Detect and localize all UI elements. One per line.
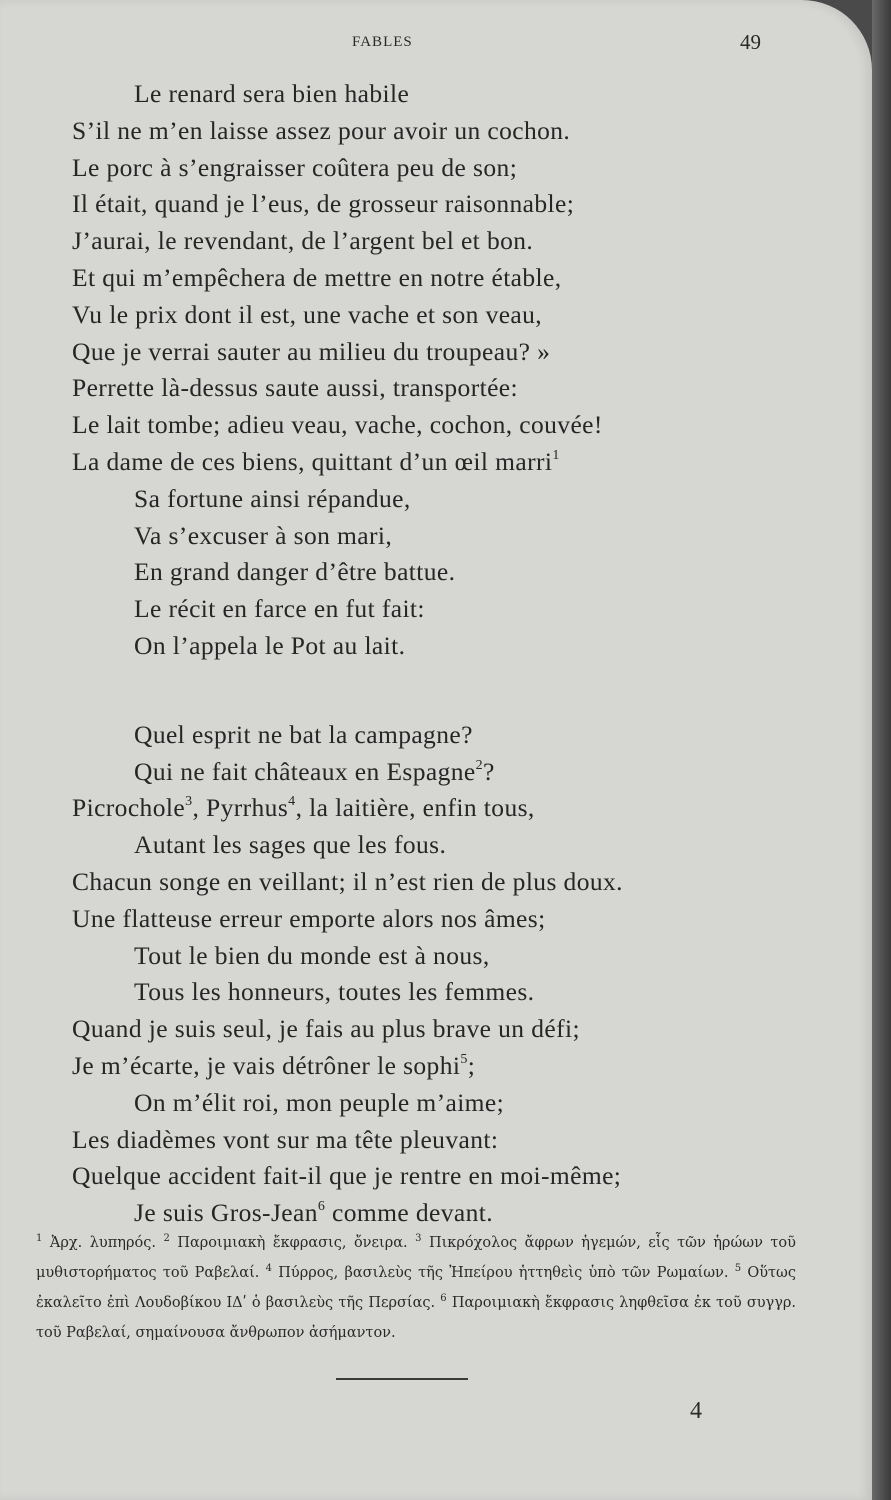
verse-text: Quelque accident fait-il que je rentre en moi-même; <box>72 1161 622 1191</box>
verse-line <box>0 1158 872 1195</box>
footnote <box>163 1235 415 1251</box>
verse-text: ? <box>483 756 495 786</box>
verse-text: Perrette là-dessus saute aussi, transportée: <box>72 373 519 403</box>
verse-text: Vu le prix dont il est, une vache et son veau, <box>72 299 543 329</box>
footnote-text: Παροιμιακὴ ἔκφρασις ληφθεῖσα ἐκ τοῦ συγγρ. τοῦ Ραβελαί, σημαίνουσα ἄνθρωπον ἀσήμαντον. <box>36 1295 796 1341</box>
footnote-ref: 1 <box>552 447 560 463</box>
verse-text: Que je verrai sauter au milieu du troupeau? » <box>72 336 551 366</box>
verse-line <box>0 1122 872 1159</box>
verse-text: On m’élit roi, mon peuple m’aime; <box>134 1087 505 1117</box>
footnote-ref: 2 <box>475 757 484 773</box>
verse-text: ; <box>467 1050 476 1080</box>
verse-text: Une flatteuse erreur emporte alors nos âmes; <box>72 903 546 933</box>
verse-line <box>0 754 872 791</box>
footnote-number: 6 <box>440 1293 447 1304</box>
footnote-ref: 6 <box>317 1199 326 1215</box>
verse-line <box>0 864 872 901</box>
footnote-text: Πικρόχολος ἄφρων ἡγεμών, εἷς τῶν ἡρώων τοῦ μυθιστορήματος τοῦ Ραβελαί. <box>36 1235 796 1281</box>
footnote-number: 5 <box>734 1263 742 1274</box>
footnote-rule <box>336 1378 468 1380</box>
verse-line <box>0 717 872 754</box>
verse-text: On l’appela le Pot au lait. <box>134 630 406 660</box>
footnote <box>36 1235 163 1251</box>
footnote-number: 1 <box>36 1233 43 1244</box>
verse-text: En grand danger d’être battue. <box>134 557 456 587</box>
footnote-ref: 3 <box>185 794 193 810</box>
footnote-number: 2 <box>163 1233 170 1244</box>
footnote-ref: 5 <box>460 1051 468 1067</box>
verse-text: Le récit en farce en fut fait: <box>134 594 425 624</box>
verse-text: Je suis Gros-Jean <box>134 1198 318 1228</box>
verse-line <box>0 76 872 113</box>
verse-text: Chacun songe en veillant; il n’est rien de plus doux. <box>72 866 623 896</box>
signature-mark: 4 <box>690 1398 702 1424</box>
verse-line <box>0 974 872 1011</box>
verse-line <box>0 334 872 371</box>
verse-line <box>0 591 872 628</box>
verse-line <box>0 518 872 555</box>
verse-line <box>0 444 872 481</box>
verse-text: Quand je suis seul, je fais au plus brave un défi; <box>72 1014 580 1044</box>
verse-text: Le lait tombe; adieu veau, vache, cochon, couvée! <box>72 410 603 440</box>
verse-line <box>0 938 872 975</box>
page-edge-shadow <box>872 0 891 1500</box>
verse-text: Le renard sera bien habile <box>134 79 410 108</box>
verse-text: , la laitière, enfin tous, <box>295 793 535 823</box>
verse-line <box>0 186 872 223</box>
verse-text: Tous les honneurs, toutes les femmes. <box>134 977 535 1007</box>
verse-line <box>0 1011 872 1048</box>
verse-text: Tout le bien du monde est à nous, <box>134 940 490 970</box>
verse-text: , Pyrrhus <box>192 793 289 823</box>
verse-text: Quel esprit ne bat la campagne? <box>134 719 473 749</box>
verse-line <box>0 827 872 864</box>
footnotes <box>36 1228 796 1348</box>
verse-line <box>0 554 872 591</box>
verse-text: Autant les sages que les fous. <box>134 830 447 860</box>
verse-line <box>0 223 872 260</box>
footnote <box>266 1265 735 1281</box>
footnote-number: 4 <box>265 1263 273 1274</box>
verse-text: Le porc à s’engraisser coûtera peu de son <box>72 152 510 182</box>
footnote-number: 3 <box>415 1233 422 1244</box>
verse-line <box>0 1085 872 1122</box>
verse-line <box>0 297 872 334</box>
verse-text: S’il ne m’en laisse assez pour avoir un cochon. <box>72 115 571 145</box>
verse-line <box>0 790 872 827</box>
verse-line <box>0 407 872 444</box>
verse-block <box>0 76 872 1232</box>
verse-line <box>0 260 872 297</box>
footnote-text: Ἀρχ. λυπηρός. <box>42 1235 164 1251</box>
verse-text: comme devant. <box>325 1198 494 1228</box>
footnote-text: Οὕτως ἐκαλεῖτο ἐπὶ Λουδοβίκου ΙΔʹ ὁ βασιλεὺς τῆς Περσίας. <box>36 1265 796 1311</box>
verse-line <box>0 628 872 665</box>
verse-text: Je m’écarte, je vais détrôner le sophi <box>72 1050 461 1080</box>
footnote-text: Παροιμιακὴ ἔκφρασις, ὄνειρα. <box>169 1235 416 1251</box>
stanza-break <box>0 665 872 717</box>
verse-line <box>0 1195 872 1232</box>
verse-text: Et qui m’empêchera de mettre en notre étable, <box>72 262 562 292</box>
verse-line <box>0 150 872 187</box>
page-number: 49 <box>740 30 761 54</box>
verse-text: Sa fortune ainsi répandue, <box>134 483 411 513</box>
verse-text: Va s’excuser à son mari, <box>134 520 393 550</box>
verse-line <box>0 370 872 407</box>
footnote-ref: 4 <box>288 794 296 810</box>
footnote-text: Πύρρος, βασιλεὺς τῆς Ἠπείρου ἡττηθεὶς ὑπὸ τῶν Ρωμαίων. <box>272 1265 735 1281</box>
verse-line <box>0 481 872 518</box>
verse-line <box>0 901 872 938</box>
running-head: FABLES <box>352 34 413 50</box>
verse-text: Qui ne fait châteaux en Espagne <box>134 756 476 786</box>
verse-text: La dame de ces biens, quittant d’un œil marri <box>72 446 553 476</box>
verse-line <box>0 113 872 150</box>
verse-text: J’aurai, le revendant, de l’argent bel et bon. <box>72 226 534 256</box>
verse-line <box>0 1048 872 1085</box>
verse-text: ; <box>509 152 518 182</box>
verse-text: Il était, quand je l’eus, de grosseur raisonnable; <box>72 189 575 219</box>
verse-text: Les diadèmes vont sur ma tête pleuvant: <box>72 1124 499 1154</box>
verse-text: Picrochole <box>72 793 186 823</box>
